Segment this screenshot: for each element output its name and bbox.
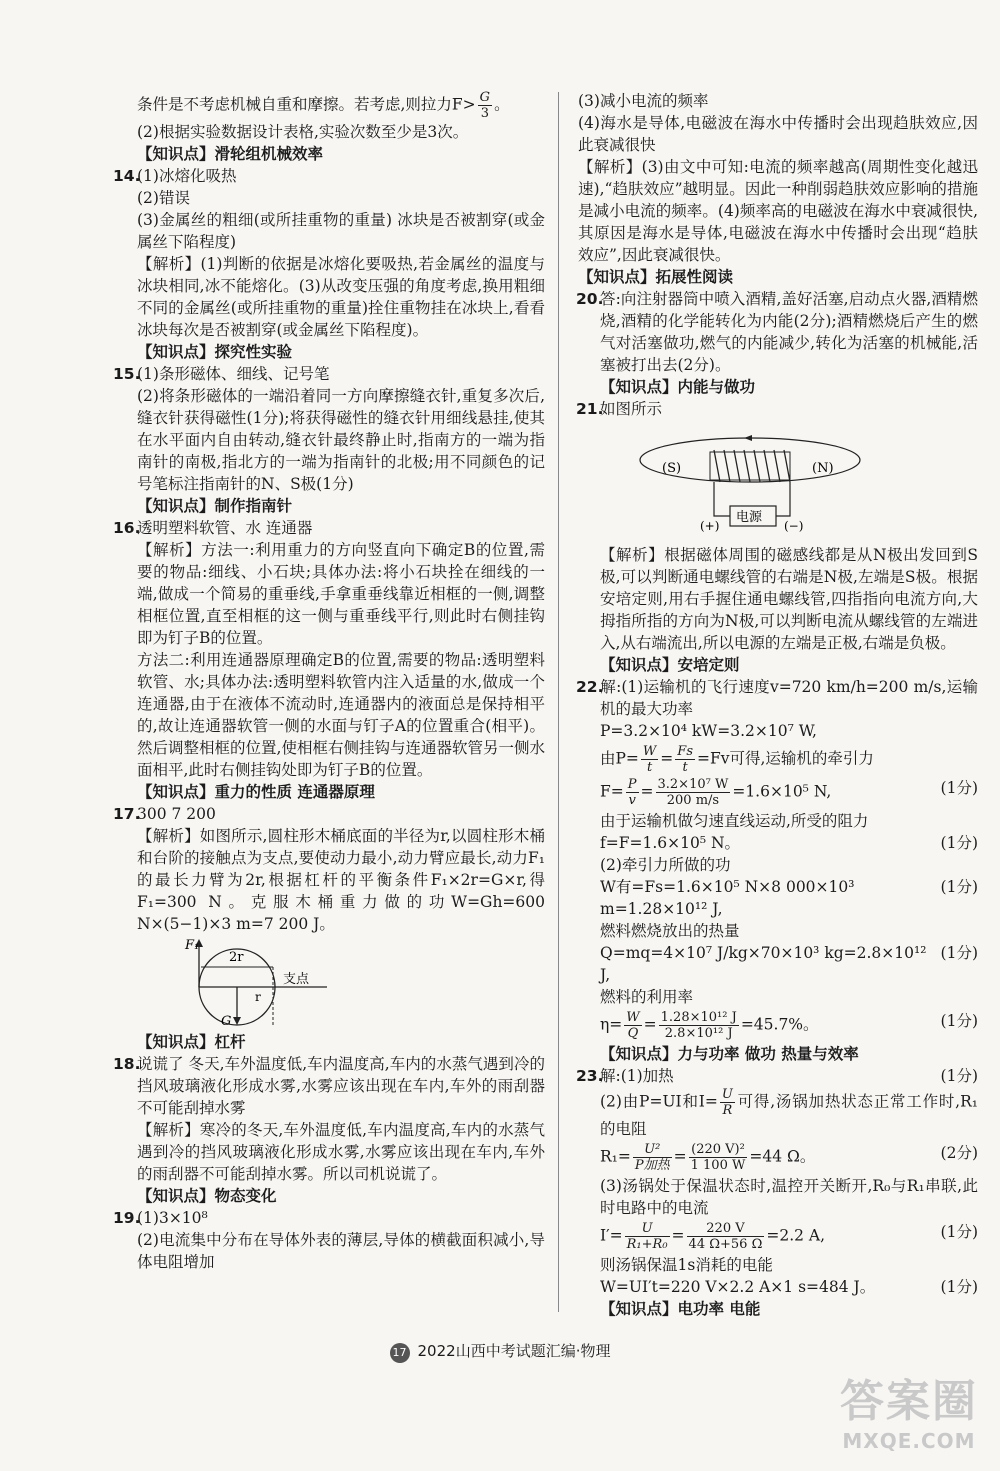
knowledge-point: 【知识点】安培定则 xyxy=(600,655,740,674)
knowledge-point: 【知识点】滑轮组机械效率 xyxy=(137,144,324,163)
footer-title: 2022山西中考试题汇编·物理 xyxy=(417,1342,611,1360)
text-line: (2)根据实验数据设计表格,实验次数至少是3次。 xyxy=(137,123,469,141)
solenoid-figure xyxy=(600,422,900,542)
question-16: 16.透明塑料软管、水 连通器 【解析】方法一:利用重力的方向竖直向下确定B的位置,需要的物品:细线、小石块;具体办法:将小石块拴在细线的一端,做成一个简易的重垂线,手拿重垂线靠近相框的一侧,调整相框位置,直至相框的这一侧与重垂线平行,则此时右侧挂钩即为钉子B的位置。 方法二:利用连通器原理确定B的位置,需要的物品:透明塑料软管、水;具体办法:透明塑料软管内注入适量的水,做成一个连通器,由于在液体不流动时,连通器内的液面总是保持相平的,故让连通器软管一侧的水面与钉子A的位置重合(相平)。然后调整相框的位置,使相框右侧挂钩与连通器软管另一侧水面相平,此时右侧挂钩处即为钉子B的位置。 【知识点】重力的性质 连通器原理 xyxy=(113,519,545,801)
question-17: 17.300 7 200 【解析】如图所示,圆柱形木桶底面的半径为r,以圆柱形木桶和台阶的接触点为支点,要使动力最小,动力臂应最长,动力F₁的最长力臂为2r,根据杠杆的平衡条件F₁×2r=G×r,得F₁=300 N。克服木桶重力做的功W=Gh=600 N×(5−1)×3 m=7 200 J。 F₁ 2r 支点 r G 【知识点】杠杆 xyxy=(113,805,545,1051)
knowledge-point: 【知识点】重力的性质 连通器原理 xyxy=(137,782,375,801)
question-18: 18.说谎了 冬天,车外温度低,车内温度高,车内的水蒸气遇到冷的挡风玻璃液化形成水雾,水雾应该出现在车内,车外的雨刮器不可能刮掉水雾 【解析】寒冷的冬天,车外温度低,车内温度高,车内的水蒸气遇到冷的挡风玻璃液化形成水雾,水雾应该出现在车内,车外的雨刮器不可能刮掉水雾。所以司机说谎了。 【知识点】物态变化 xyxy=(113,1055,545,1205)
knowledge-point: 【知识点】力与功率 做功 热量与效率 xyxy=(600,1044,859,1063)
svg-text:电源: 电源 xyxy=(736,510,763,525)
knowledge-point: 【知识点】内能与做功 xyxy=(600,377,756,396)
knowledge-point: 【知识点】制作指南针 xyxy=(137,496,293,515)
knowledge-point: 【知识点】拓展性阅读 xyxy=(578,267,734,286)
label-r: r xyxy=(255,990,261,1004)
label-pivot: 支点 xyxy=(283,972,310,987)
coil xyxy=(710,452,790,480)
question-21: 21.如图所示 电源 (S) (N) (+) (−) 【解析】根据磁体周围的磁感线都是从N极出发回到S极,可以判断通电螺线管的右端是N极,左端是S极。根据安培定则,用右手握住通电螺线管,四指指向电流方向,大拇指所指的方向为N极,可以判断电流从螺线管的左端进入,从右端流出,所以电源的左端是正极,右端是负极。 【知识点】安培定则 xyxy=(576,400,978,674)
text-line: 条件是不考虑机械自重和摩擦。若考虑,则拉力F> $\frac{G}{3}$ 。 xyxy=(137,90,510,121)
left-column xyxy=(115,90,545,1273)
question-15: 15.(1)条形磁体、细线、记号笔 (2)将条形磁体的一端沿着同一方向摩擦缝衣针,重复多次后,缝衣针获得磁性(1分);将获得磁性的缝衣针用细线悬挂,使其在水平面内自由转动,缝衣针最终静止时,指南方的一端为指南针的南极,指北方的一端为指南针的北极;用不同颜色的记号笔标注指南针的N、S极(1分) 【知识点】制作指南针 xyxy=(113,365,545,515)
knowledge-point: 【知识点】电功率 电能 xyxy=(600,1299,761,1318)
label-minus: (−) xyxy=(784,519,804,533)
page-footer xyxy=(0,1340,1000,1363)
page-number: 17 xyxy=(390,1343,410,1363)
question-22: 22.解:(1)运输机的飞行速度v=720 km/h=200 m/s,运输机的最大功率 P=3.2×10⁴ kW=3.2×10⁷ W, 由P= $\frac{W}{t}$ = $\frac{Fs}{t}$ =Fv可得,运输机的牵引力 F= $\frac{P}{v}$ = $\frac{\text{3.2×10⁷ W}}{200 m/s}$ =1.6×10⁵ N, (1分) 由于运输机做匀速直线运动,所受的阻力 f=F=1.6×10⁵ N。 (1分) (2)牵引力所做的功 W有=Fs=1.6×10⁵ N×8 000×10³ m=1.28×10¹² J, (1分) 燃料燃烧放出的热量 Q=mq=4×10⁷ J/kg×70×10³ kg=2.8×10¹² J, (1分) 燃料的利用率 η= $\frac{W}{Q}$ = $\frac{\text{1.28×10¹² J}}{\text{2.8×10¹² J}}$ =45.7%。 (1分) 【知识点】力与功率 做功 热量与效率 xyxy=(576,678,978,1063)
knowledge-point: 【知识点】杠杆 xyxy=(137,1032,246,1051)
knowledge-point: 【知识点】物态变化 xyxy=(137,1186,277,1205)
fraction: $\frac{G}{3}$ xyxy=(479,90,491,121)
label-F1: F₁ xyxy=(185,938,200,953)
label-plus: (+) xyxy=(700,519,720,533)
label-N: (N) xyxy=(812,461,834,476)
label-2r: 2r xyxy=(229,950,244,965)
lever-figure xyxy=(137,937,337,1029)
question-19: 19.(1)3×10⁸ (2)电流集中分布在导体外表的薄层,导体的横截面积减小,导体电阻增加 xyxy=(113,1209,545,1271)
question-14: 14.(1)冰熔化吸热 (2)错误 (3)金属丝的粗细(或所挂重物的重量) 冰块是否被割穿(或金属丝下陷程度) 【解析】(1)判断的依据是冰熔化要吸热,若金属丝的温度与冰块相同,冰不能熔化。(3)从改变压强的角度考虑,换用粗细不同的金属丝(或所挂重物的重量)拴住重物挂在冰块上,看看冰块每次是否被割穿(或金属丝下陷程度)。 【知识点】探究性实验 xyxy=(113,167,545,361)
label-S: (S) xyxy=(662,461,682,476)
right-column: (3)减小电流的频率 (4)海水是导体,电磁波在海水中传播时会出现趋肤效应,因此衰减很快 【解析】(3)由文中可知:电流的频率越高(周期性变化越迅速),“趋肤效应”越明显。因此一种削弱趋肤效应影响的措施是减小电流的频率。(4)频率高的电磁波在海水中衰减很快,其原因是海水是导体,电磁波在海水中传播时会出现“趋肤效应”,因此衰减很快。 【知识点】拓展性阅读 20.答:向注射器筒中喷入酒精,盖好活塞,启动点火器,酒精燃烧,酒精的化学能转化为内能(2分);酒精燃烧后产生的燃气对活塞做功,燃气的内能减少,转化为活塞的机械能,活塞被打出去(2分)。 【知识点】内能与做功 21.如图所示 电源 (S) (N) (+) (−) 【解析】根据磁体周围的磁感线都是从N极出发回到S极,可以判断通电螺线管的右端是N极,左端是S极。根据安培定则,用右手握住通电螺线管,四指指向电流方向,大拇指所指的方向为N极,可以判断电流从螺线管的左端进入,从右端流出,所以电源的左端是正极,右端是负极。 【知识点】安培定则 22.解:(1)运输机的飞行速度v=720 km/h=200 m/s,运输机的最大功率 P=3.2×10⁴ kW=3.2×10⁷ W, 由P= $\frac{W}{t}$ = $\frac{Fs}{t}$ =Fv可得,运输机的牵引力 F= $\frac{P}{v}$ = $\frac{\text{3.2×10⁷ W}}{200 m/s}$ =1.6×10⁵ N, (1分) 由于运输机做匀速直线运动,所受的阻力 f=F=1.6×10⁵ N。 (1分) (2)牵引力所做的功 W有=Fs=1.6×10⁵ N×8 000×10³ m=1.28×10¹² J, (1分) 燃料燃烧放出的热量 Q=mq=4×10⁷ J/kg×70×10³ kg=2.8×10¹² J, (1分) 燃料的利用率 η= $\frac{W}{Q}$ = $\frac{\text{1.28×10¹² J}}{\text{2.8×10¹² J}}$ =45.7%。 (1分) 【知识点】力与功率 做功 热量与效率 23.解:(1)加热 (1分) (2)由P=UI和I= $\frac{U}{R}$ 可得,汤锅加热状态正常工作时,R₁的电阻 R₁= $\frac{\text{U²}}{\text{P加热}}$ = $\frac{\text{(220 V)²}}{1 100 W}$ =44 Ω。 (2分) (3)汤锅处于保温状态时,温控开关断开,R₀与R₁串联,此时电路中的电流 I′= $\frac{U}{\text{R₁+R₀}}$ = $\frac{220 V}{44 \Omega+56 \Omega}$ =2.2 A, (1分) 则汤锅保温1s消耗的电能 W=UI′t=220 V×2.2 A×1 s=484 J。 (1分) 【知识点】电功率 电能 xyxy=(576,92,978,1318)
question-23: 23.解:(1)加热 (1分) (2)由P=UI和I= $\frac{U}{R}$ 可得,汤锅加热状态正常工作时,R₁的电阻 R₁= $\frac{\text{U²}}{\text{P加热}}$ = $\frac{\text{(220 V)²}}{1 100 W}$ =44 Ω。 (2分) (3)汤锅处于保温状态时,温控开关断开,R₀与R₁串联,此时电路中的电流 I′= $\frac{U}{\text{R₁+R₀}}$ = $\frac{220 V}{44 \Omega+56 \Omega}$ =2.2 A, (1分) 则汤锅保温1s消耗的电能 W=UI′t=220 V×2.2 A×1 s=484 J。 (1分) 【知识点】电功率 电能 xyxy=(576,1067,978,1318)
watermark: 答案圈 MXQE.COM xyxy=(840,1376,978,1453)
label-G: G xyxy=(221,1014,232,1029)
question-20: 20.答:向注射器筒中喷入酒精,盖好活塞,启动点火器,酒精燃烧,酒精的化学能转化为内能(2分);酒精燃烧后产生的燃气对活塞做功,燃气的内能减少,转化为活塞的机械能,活塞被打出去(2分)。 【知识点】内能与做功 xyxy=(576,290,978,396)
column-divider xyxy=(558,92,559,1312)
knowledge-point: 【知识点】探究性实验 xyxy=(137,342,293,361)
